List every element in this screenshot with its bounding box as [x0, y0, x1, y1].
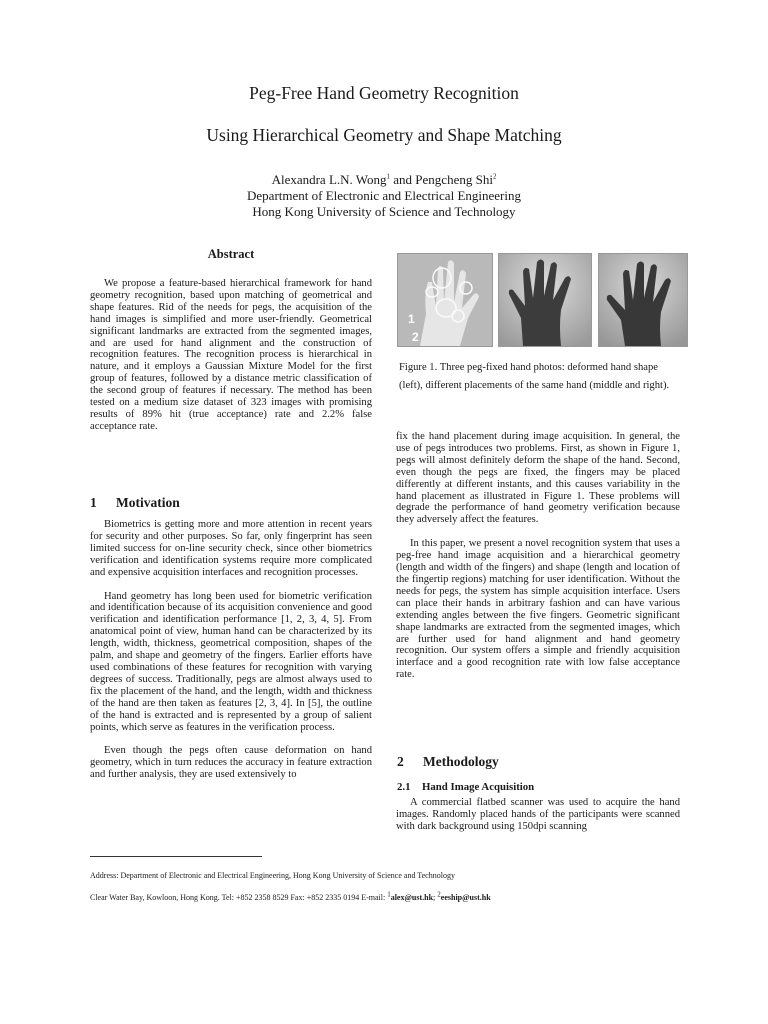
section2-number: 2: [397, 754, 404, 769]
section2-1-heading: [397, 781, 534, 793]
affiliation-dept: Department of Electronic and Electrical Engineering: [247, 188, 521, 203]
section1-heading: [90, 495, 180, 511]
figure1-label-1: 1: [408, 312, 415, 326]
hand-photo-dark-2: [599, 254, 687, 346]
section1-paragraph-1: Biometrics is getting more and more attention in recent years for security and other purposes. So far, only fingerprint has seen limited success for on-line security check, since other biometrics verification and identification systems require more complicated and expensive acquisition interfaces and recognition processes.: [90, 519, 372, 578]
affiliation-university: Hong Kong University of Science and Technology: [252, 204, 516, 219]
figure1-photo-left: [397, 253, 493, 347]
abstract-text: We propose a feature-based hierarchical framework for hand geometry recognition, based upon matching of geometrical and shape features. Rid of the needs for pegs, the acquisition of the hand images is simplified and more user-friendly. Geometrical significant landmarks are extracted from the segmented images, and are used for hand alignment and the construction of recognition features. The recognition process is hierarchical in nature, and it employs a Gaussian Mixture Model for the first group of features, followed by a distance metric classification of the second group of features if necessary. The method has been tested on a medium size dataset of 323 images with promising results of 89% hit (true acceptance) rate and 2.2% false acceptance rate.: [90, 278, 372, 432]
email-alex[interactable]: alex@ust.hk: [390, 893, 434, 902]
section2-1-title: Hand Image Acquisition: [422, 781, 535, 793]
footnote-sup2: 2: [437, 890, 441, 899]
section1-body: [90, 519, 372, 781]
email-eeship[interactable]: eeship@ust.hk: [440, 893, 491, 902]
footnote-rule: [90, 856, 262, 857]
abstract-body: [90, 278, 372, 433]
section1-title: Motivation: [116, 495, 180, 510]
author2: and Pengcheng Shi: [390, 172, 493, 187]
figure1-label-2: 2: [412, 330, 419, 344]
figure1-photo-right: [598, 253, 688, 347]
section1-number: 1: [90, 495, 97, 510]
paper-title-line2: Using Hierarchical Geometry and Shape Matching: [206, 125, 562, 145]
right-column-body: [396, 431, 680, 681]
right-column-paragraph-2: In this paper, we present a novel recognition system that uses a peg-free hand image acquisition and a hierarchical geometry (length and width of the fingers) and shape (length and location of the fingertip regions) matching for user identification. Without the needs for pegs, the system has simple acquisition interface. Users can place their hands in arbitrary fashion and can have various extending angles between the five fingers. Geometric significant shape landmarks are extracted from the segmented images, which are further used for hand alignment and hand geometry recognition. Our system offers a simple and friendly acquisition interface and a good recognition rate with low false acceptance rate.: [396, 538, 680, 681]
author1-sup: 1: [386, 172, 391, 181]
authors: [0, 172, 768, 188]
abstract-heading: Abstract: [207, 247, 255, 261]
footnote-line2: [90, 890, 690, 902]
section2-1-number: 2.1: [397, 781, 411, 793]
section2-title: Methodology: [423, 754, 499, 769]
footnote-separator: ;: [433, 893, 438, 902]
figure1-photo-middle: [498, 253, 592, 347]
hand-photo-dark: [499, 254, 591, 346]
figure1-caption: Figure 1. Three peg-fixed hand photos: deformed hand shape (left), different placements of the same hand (middle and right).: [399, 362, 670, 391]
paper-title-line1: Peg-Free Hand Geometry Recognition: [249, 83, 519, 103]
footnote-line1: Address: Department of Electronic and Electrical Engineering, Hong Kong University of Science and Technology: [90, 871, 455, 880]
section2-heading: [397, 754, 499, 770]
section1-paragraph-2: Hand geometry has long been used for biometric verification and identification because of its acquisition convenience and good verification and identification performance [1, 2, 3, 4, 5]. From anatomical point of view, human hand can be characterized by its length, width, thickness, geometrical composition, shapes of the palm, and shape and geometry of the fingers. Earlier efforts have used combinations of these features for recognition with varying degrees of success. Traditionally, pegs are almost always used to fix the placement of the hand, and the length, width and thickness of the hand are then taken as features [2, 3, 4]. In [5], the outline of the hand is extracted and is represented by a group of salient points, which serve as features in the verification process.: [90, 590, 372, 733]
author1: Alexandra L.N. Wong: [271, 172, 387, 187]
section2-1-paragraph: A commercial flatbed scanner was used to acquire the hand images. Randomly placed hands of the participants were scanned with dark background using 150dpi scanning: [396, 797, 680, 832]
section1-paragraph-3: Even though the pegs often cause deformation on hand geometry, which in turn reduces the accuracy in feature extraction and further analysis, they are used extensively to: [90, 745, 372, 781]
right-column-paragraph-1: fix the hand placement during image acquisition. In general, the use of pegs introduces two problems. First, as shown in Figure 1, pegs will almost definitely deform the shape of the hand. Second, even though the pegs are fixed, the fingers may be placed differently at different instants, and this causes variability in the hand placement as illustrated in Figure 1. These problems will degrade the performance of hand geometry verification because they adversely affect the features.: [396, 431, 680, 526]
author2-sup: 2: [492, 172, 497, 181]
section2-1-body: [396, 797, 680, 833]
footnote-sup1: 1: [387, 890, 391, 899]
footnote-contact: Clear Water Bay, Kowloon, Hong Kong. Tel: +852 2358 8529 Fax: +852 2335 0194 E-mail:: [90, 893, 388, 902]
